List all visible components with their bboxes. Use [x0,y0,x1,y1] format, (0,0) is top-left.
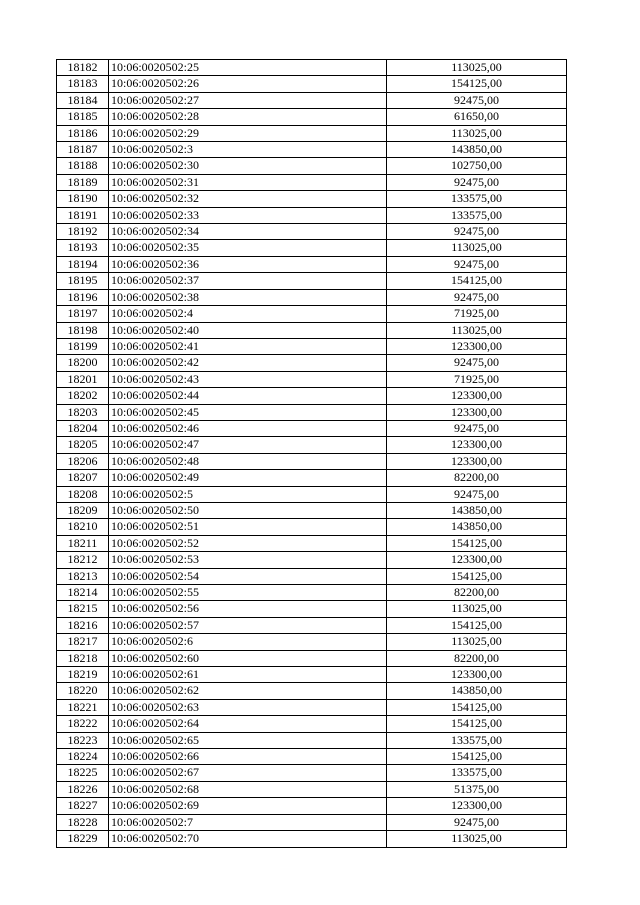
amount-cell: 113025,00 [387,831,567,847]
cadastral-number-cell: 10:06:0020502:61 [109,667,387,683]
table-row [57,306,567,322]
amount-cell: 123300,00 [387,667,567,683]
table-row [57,699,567,715]
table-row [57,224,567,240]
row-number-cell: 18190 [57,191,109,207]
cadastral-number-cell: 10:06:0020502:47 [109,437,387,453]
amount-cell: 113025,00 [387,240,567,256]
amount-cell: 92475,00 [387,814,567,830]
table-row [57,322,567,338]
table-row [57,552,567,568]
amount-cell: 143850,00 [387,683,567,699]
row-number-cell: 18208 [57,486,109,502]
row-number-cell: 18221 [57,699,109,715]
amount-cell: 113025,00 [387,601,567,617]
table-row [57,355,567,371]
cadastral-number-cell: 10:06:0020502:28 [109,109,387,125]
table-row [57,617,567,633]
cadastral-number-cell: 10:06:0020502:26 [109,76,387,92]
amount-cell: 92475,00 [387,355,567,371]
amount-cell: 154125,00 [387,76,567,92]
amount-cell: 133575,00 [387,191,567,207]
row-number-cell: 18218 [57,650,109,666]
table-row [57,453,567,469]
table-row [57,568,567,584]
amount-cell: 92475,00 [387,420,567,436]
table-row [57,749,567,765]
cadastral-number-cell: 10:06:0020502:54 [109,568,387,584]
table-row [57,765,567,781]
cadastral-number-cell: 10:06:0020502:43 [109,371,387,387]
cadastral-number-cell: 10:06:0020502:67 [109,765,387,781]
row-number-cell: 18220 [57,683,109,699]
row-number-cell: 18224 [57,749,109,765]
row-number-cell: 18209 [57,502,109,518]
row-number-cell: 18183 [57,76,109,92]
row-number-cell: 18204 [57,420,109,436]
table-row [57,256,567,272]
row-number-cell: 18182 [57,60,109,76]
cadastral-number-cell: 10:06:0020502:60 [109,650,387,666]
cadastral-number-cell: 10:06:0020502:6 [109,634,387,650]
cadastral-number-cell: 10:06:0020502:42 [109,355,387,371]
amount-cell: 113025,00 [387,125,567,141]
table-row [57,732,567,748]
cadastral-number-cell: 10:06:0020502:29 [109,125,387,141]
row-number-cell: 18199 [57,338,109,354]
records-table [56,59,567,848]
cadastral-number-cell: 10:06:0020502:31 [109,174,387,190]
cadastral-number-cell: 10:06:0020502:68 [109,781,387,797]
table-row [57,781,567,797]
cadastral-number-cell: 10:06:0020502:5 [109,486,387,502]
amount-cell: 102750,00 [387,158,567,174]
row-number-cell: 18202 [57,388,109,404]
table-row [57,486,567,502]
amount-cell: 154125,00 [387,749,567,765]
amount-cell: 113025,00 [387,634,567,650]
cadastral-number-cell: 10:06:0020502:46 [109,420,387,436]
table-row [57,338,567,354]
table-row [57,585,567,601]
row-number-cell: 18191 [57,207,109,223]
row-number-cell: 18227 [57,798,109,814]
cadastral-number-cell: 10:06:0020502:41 [109,338,387,354]
row-number-cell: 18216 [57,617,109,633]
table-row [57,109,567,125]
table-row [57,240,567,256]
cadastral-number-cell: 10:06:0020502:36 [109,256,387,272]
cadastral-number-cell: 10:06:0020502:69 [109,798,387,814]
table-row [57,634,567,650]
table-row [57,142,567,158]
amount-cell: 154125,00 [387,535,567,551]
row-number-cell: 18225 [57,765,109,781]
amount-cell: 123300,00 [387,798,567,814]
amount-cell: 113025,00 [387,322,567,338]
table-row [57,289,567,305]
amount-cell: 143850,00 [387,502,567,518]
cadastral-number-cell: 10:06:0020502:30 [109,158,387,174]
row-number-cell: 18201 [57,371,109,387]
row-number-cell: 18186 [57,125,109,141]
table-row [57,388,567,404]
amount-cell: 154125,00 [387,568,567,584]
amount-cell: 92475,00 [387,92,567,108]
row-number-cell: 18226 [57,781,109,797]
amount-cell: 154125,00 [387,699,567,715]
cadastral-number-cell: 10:06:0020502:56 [109,601,387,617]
amount-cell: 92475,00 [387,256,567,272]
amount-cell: 123300,00 [387,404,567,420]
cadastral-number-cell: 10:06:0020502:55 [109,585,387,601]
cadastral-number-cell: 10:06:0020502:32 [109,191,387,207]
row-number-cell: 18192 [57,224,109,240]
row-number-cell: 18187 [57,142,109,158]
table-row [57,683,567,699]
row-number-cell: 18193 [57,240,109,256]
row-number-cell: 18189 [57,174,109,190]
amount-cell: 154125,00 [387,617,567,633]
cadastral-number-cell: 10:06:0020502:37 [109,273,387,289]
table-row [57,667,567,683]
amount-cell: 123300,00 [387,552,567,568]
table-row [57,207,567,223]
cadastral-number-cell: 10:06:0020502:51 [109,519,387,535]
table-row [57,371,567,387]
amount-cell: 61650,00 [387,109,567,125]
amount-cell: 82200,00 [387,585,567,601]
cadastral-number-cell: 10:06:0020502:4 [109,306,387,322]
row-number-cell: 18228 [57,814,109,830]
table-row [57,191,567,207]
cadastral-number-cell: 10:06:0020502:65 [109,732,387,748]
cadastral-number-cell: 10:06:0020502:38 [109,289,387,305]
row-number-cell: 18223 [57,732,109,748]
row-number-cell: 18222 [57,716,109,732]
row-number-cell: 18206 [57,453,109,469]
cadastral-number-cell: 10:06:0020502:63 [109,699,387,715]
cadastral-number-cell: 10:06:0020502:33 [109,207,387,223]
cadastral-number-cell: 10:06:0020502:66 [109,749,387,765]
cadastral-number-cell: 10:06:0020502:70 [109,831,387,847]
table-row [57,125,567,141]
row-number-cell: 18185 [57,109,109,125]
cadastral-number-cell: 10:06:0020502:40 [109,322,387,338]
cadastral-number-cell: 10:06:0020502:53 [109,552,387,568]
cadastral-number-cell: 10:06:0020502:44 [109,388,387,404]
table-row [57,92,567,108]
amount-cell: 133575,00 [387,765,567,781]
amount-cell: 71925,00 [387,306,567,322]
amount-cell: 113025,00 [387,60,567,76]
table-row [57,404,567,420]
table-row [57,420,567,436]
row-number-cell: 18219 [57,667,109,683]
row-number-cell: 18197 [57,306,109,322]
amount-cell: 154125,00 [387,716,567,732]
cadastral-number-cell: 10:06:0020502:7 [109,814,387,830]
row-number-cell: 18195 [57,273,109,289]
table-row [57,158,567,174]
row-number-cell: 18194 [57,256,109,272]
row-number-cell: 18217 [57,634,109,650]
cadastral-number-cell: 10:06:0020502:25 [109,60,387,76]
amount-cell: 133575,00 [387,732,567,748]
cadastral-number-cell: 10:06:0020502:49 [109,470,387,486]
table-row [57,174,567,190]
cadastral-number-cell: 10:06:0020502:62 [109,683,387,699]
table-row [57,535,567,551]
row-number-cell: 18229 [57,831,109,847]
table-row [57,798,567,814]
table-row [57,60,567,76]
cadastral-number-cell: 10:06:0020502:57 [109,617,387,633]
table-row [57,814,567,830]
amount-cell: 82200,00 [387,650,567,666]
amount-cell: 82200,00 [387,470,567,486]
table-row [57,273,567,289]
row-number-cell: 18203 [57,404,109,420]
table-row [57,470,567,486]
row-number-cell: 18212 [57,552,109,568]
cadastral-number-cell: 10:06:0020502:64 [109,716,387,732]
table-row [57,650,567,666]
row-number-cell: 18210 [57,519,109,535]
amount-cell: 71925,00 [387,371,567,387]
table-row [57,716,567,732]
amount-cell: 51375,00 [387,781,567,797]
cadastral-number-cell: 10:06:0020502:27 [109,92,387,108]
cadastral-number-cell: 10:06:0020502:3 [109,142,387,158]
cadastral-number-cell: 10:06:0020502:45 [109,404,387,420]
cadastral-number-cell: 10:06:0020502:35 [109,240,387,256]
amount-cell: 92475,00 [387,174,567,190]
table-row [57,831,567,847]
amount-cell: 123300,00 [387,338,567,354]
cadastral-number-cell: 10:06:0020502:50 [109,502,387,518]
amount-cell: 154125,00 [387,273,567,289]
amount-cell: 92475,00 [387,289,567,305]
document-page [56,59,566,848]
records-table-body [57,60,567,848]
row-number-cell: 18200 [57,355,109,371]
amount-cell: 123300,00 [387,388,567,404]
amount-cell: 123300,00 [387,453,567,469]
row-number-cell: 18188 [57,158,109,174]
row-number-cell: 18214 [57,585,109,601]
row-number-cell: 18207 [57,470,109,486]
amount-cell: 143850,00 [387,519,567,535]
row-number-cell: 18205 [57,437,109,453]
amount-cell: 92475,00 [387,224,567,240]
row-number-cell: 18211 [57,535,109,551]
amount-cell: 143850,00 [387,142,567,158]
table-row [57,437,567,453]
cadastral-number-cell: 10:06:0020502:52 [109,535,387,551]
row-number-cell: 18196 [57,289,109,305]
row-number-cell: 18213 [57,568,109,584]
table-row [57,519,567,535]
row-number-cell: 18184 [57,92,109,108]
amount-cell: 92475,00 [387,486,567,502]
row-number-cell: 18215 [57,601,109,617]
cadastral-number-cell: 10:06:0020502:34 [109,224,387,240]
cadastral-number-cell: 10:06:0020502:48 [109,453,387,469]
row-number-cell: 18198 [57,322,109,338]
amount-cell: 133575,00 [387,207,567,223]
amount-cell: 123300,00 [387,437,567,453]
table-row [57,601,567,617]
table-row [57,76,567,92]
table-row [57,502,567,518]
